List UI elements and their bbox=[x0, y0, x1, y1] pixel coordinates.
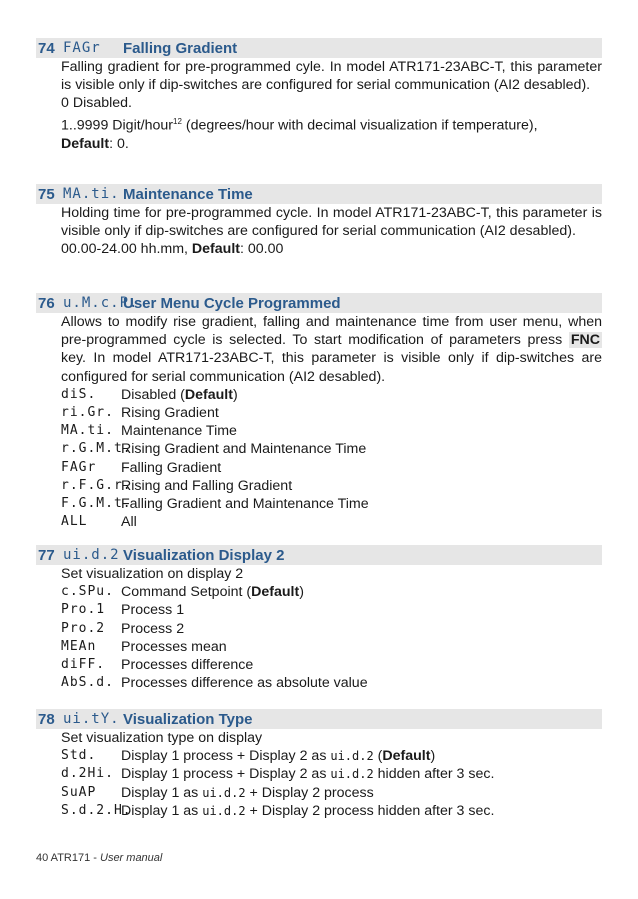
default-label: Default bbox=[382, 748, 431, 765]
fnc-key-label: FNC bbox=[570, 332, 600, 349]
option-text: Process 2 bbox=[121, 620, 185, 637]
option-label bbox=[121, 477, 292, 495]
description-text: Allows to modify rise gradient, falling and maintenance time from user menu, when pre-programmed cycle is selected. To start modification of parameters press bbox=[61, 314, 602, 349]
page-footer bbox=[36, 852, 162, 864]
option-row bbox=[61, 620, 602, 638]
param-description: Holding time for pre-programmed cycle. In model ATR171-23ABC-T, this parameter is visible only if dip-switches are configured for serial communication (AI2 desabled). bbox=[61, 205, 602, 240]
param-description: Set visualization on display 2 bbox=[61, 566, 244, 582]
option-text: Command Setpoint ( bbox=[121, 584, 252, 601]
inline-code: ui.d.2 bbox=[202, 803, 246, 818]
param-value-line bbox=[61, 113, 602, 135]
param-default-line bbox=[61, 240, 602, 258]
param-77-section bbox=[36, 545, 602, 692]
option-row bbox=[61, 747, 602, 765]
param-title: User Menu Cycle Programmed bbox=[123, 294, 341, 312]
default-value: : 00.00 bbox=[240, 241, 284, 258]
param-76-header bbox=[36, 293, 602, 313]
option-row bbox=[61, 583, 602, 601]
option-label bbox=[121, 747, 435, 765]
param-74-section bbox=[36, 38, 602, 153]
option-text: + Display 2 process hidden after 3 sec. bbox=[245, 802, 495, 819]
range-text: 1..9999 Digit/hour bbox=[61, 117, 173, 134]
option-label bbox=[121, 656, 253, 674]
option-row bbox=[61, 422, 602, 440]
option-code: d.2Hi. bbox=[61, 766, 114, 782]
param-78-section bbox=[36, 709, 602, 820]
option-label bbox=[121, 674, 368, 692]
option-code: Std. bbox=[61, 748, 97, 764]
manual-title: User manual bbox=[100, 852, 163, 864]
param-title: Maintenance Time bbox=[123, 185, 253, 203]
option-text: + Display 2 process bbox=[245, 784, 374, 801]
option-code: ALL bbox=[61, 514, 88, 530]
option-row bbox=[61, 765, 602, 783]
option-row bbox=[61, 674, 602, 692]
option-code: AbS.d. bbox=[61, 675, 114, 691]
param-number: 74 bbox=[38, 39, 55, 57]
option-row bbox=[61, 638, 602, 656]
option-label bbox=[121, 495, 369, 513]
option-text: Falling Gradient bbox=[121, 459, 222, 476]
option-text: Process 1 bbox=[121, 602, 185, 619]
option-label bbox=[121, 765, 494, 783]
option-text: ) bbox=[299, 584, 304, 601]
option-label bbox=[121, 386, 238, 404]
option-code: MA.ti. bbox=[61, 423, 114, 439]
option-list bbox=[61, 386, 602, 532]
option-code: r.G.M.t. bbox=[61, 441, 132, 457]
param-76-body bbox=[61, 313, 602, 531]
option-row bbox=[61, 784, 602, 802]
description-text: key. In model ATR171-23ABC-T, this parameter is visible only if dip-switches are configured for serial communication (AI2 desabled). bbox=[61, 350, 602, 385]
option-row bbox=[61, 513, 602, 531]
param-description: Falling gradient for pre-programmed cyle. In model ATR171-23ABC-T, this parameter is visible only if dip-switches are configured for serial communication (AI2 desabled). bbox=[61, 59, 602, 94]
param-74-body bbox=[61, 58, 602, 153]
inline-code: ui.d.2 bbox=[330, 749, 374, 764]
param-code: FAGr bbox=[63, 40, 101, 56]
option-text: Maintenance Time bbox=[121, 423, 237, 440]
default-label: Default bbox=[61, 135, 110, 152]
param-description: Set visualization type on display bbox=[61, 730, 263, 746]
option-row bbox=[61, 495, 602, 513]
param-75-body bbox=[61, 204, 602, 259]
range-text: 00.00-24.00 hh.mm, bbox=[61, 241, 192, 258]
option-code: c.SPu. bbox=[61, 584, 114, 600]
option-code: MEAn bbox=[61, 638, 97, 654]
param-77-header bbox=[36, 545, 602, 565]
option-row bbox=[61, 386, 602, 404]
option-text: Rising Gradient and Maintenance Time bbox=[121, 441, 367, 458]
option-text: Display 1 as bbox=[121, 802, 203, 819]
option-label bbox=[121, 513, 137, 531]
param-78-body bbox=[61, 729, 602, 820]
default-label: Default bbox=[184, 386, 233, 403]
inline-code: ui.d.2 bbox=[330, 767, 374, 782]
option-label bbox=[121, 620, 184, 638]
option-row bbox=[61, 656, 602, 674]
option-text: Processes mean bbox=[121, 638, 227, 655]
param-number: 78 bbox=[38, 710, 55, 728]
option-label bbox=[121, 802, 494, 820]
default-label: Default bbox=[191, 241, 241, 258]
footnote-ref: 12 bbox=[173, 116, 182, 126]
option-text: Display 1 process + Display 2 as bbox=[121, 748, 331, 765]
option-label bbox=[121, 784, 374, 802]
param-title: Visualization Type bbox=[123, 710, 253, 728]
option-list bbox=[61, 747, 602, 820]
default-value: : 0. bbox=[109, 135, 129, 152]
param-76-section bbox=[36, 293, 602, 531]
param-code: u.M.c.P. bbox=[63, 295, 139, 311]
option-label bbox=[121, 422, 237, 440]
range-text: (degrees/hour with decimal visualization if temperature), bbox=[181, 117, 538, 134]
param-74-header bbox=[36, 38, 602, 58]
option-row bbox=[61, 404, 602, 422]
option-row bbox=[61, 440, 602, 458]
option-text: Rising and Falling Gradient bbox=[121, 477, 293, 494]
option-code: Pro.2 bbox=[61, 620, 106, 636]
option-label bbox=[121, 459, 221, 477]
param-code: MA.ti. bbox=[63, 186, 120, 202]
param-code: ui.d.2 bbox=[63, 547, 120, 563]
param-77-body bbox=[61, 565, 602, 692]
option-text: Disabled ( bbox=[121, 386, 185, 403]
option-code: r.F.G.r. bbox=[61, 477, 132, 493]
option-text: Processes difference bbox=[121, 657, 254, 674]
param-75-header bbox=[36, 184, 602, 204]
option-label bbox=[121, 601, 184, 619]
param-title: Visualization Display 2 bbox=[123, 546, 285, 564]
option-row bbox=[61, 601, 602, 619]
option-code: diS. bbox=[61, 386, 97, 402]
option-code: SuAP bbox=[61, 784, 97, 800]
option-text: Processes difference as absolute value bbox=[121, 675, 368, 692]
param-description bbox=[61, 313, 602, 386]
page-number: 40 ATR171 - bbox=[36, 852, 100, 864]
option-code: diFF. bbox=[61, 657, 106, 673]
option-label bbox=[121, 638, 227, 656]
option-text: Falling Gradient and Maintenance Time bbox=[121, 496, 369, 513]
option-row bbox=[61, 459, 602, 477]
default-label: Default bbox=[251, 584, 300, 601]
param-code: ui.tY. bbox=[63, 711, 120, 727]
option-label bbox=[121, 440, 366, 458]
param-75-section bbox=[36, 184, 602, 259]
param-default-line bbox=[61, 135, 602, 153]
param-number: 77 bbox=[38, 546, 55, 564]
option-code: S.d.2.H. bbox=[61, 802, 132, 818]
option-text: ) bbox=[232, 386, 238, 403]
param-title: Falling Gradient bbox=[123, 39, 238, 57]
option-row bbox=[61, 802, 602, 820]
param-number: 75 bbox=[38, 185, 55, 203]
option-code: ri.Gr. bbox=[61, 405, 114, 421]
option-text: Display 1 as bbox=[121, 784, 203, 801]
option-text: ( bbox=[373, 748, 383, 765]
param-number: 76 bbox=[38, 294, 55, 312]
option-label bbox=[121, 583, 304, 601]
option-text: Rising Gradient bbox=[121, 405, 219, 422]
option-label bbox=[121, 404, 219, 422]
option-code: FAGr bbox=[61, 459, 97, 475]
option-text: hidden after 3 sec. bbox=[373, 766, 495, 783]
option-row bbox=[61, 477, 602, 495]
option-code: F.G.M.t. bbox=[61, 496, 132, 512]
option-code: Pro.1 bbox=[61, 602, 106, 618]
option-text: Display 1 process + Display 2 as bbox=[121, 766, 331, 783]
option-text: ) bbox=[430, 748, 436, 765]
inline-code: ui.d.2 bbox=[202, 785, 246, 800]
option-text: All bbox=[121, 514, 137, 531]
option-list bbox=[61, 583, 602, 692]
param-value-line: 0 Disabled. bbox=[61, 95, 132, 112]
param-78-header bbox=[36, 709, 602, 729]
